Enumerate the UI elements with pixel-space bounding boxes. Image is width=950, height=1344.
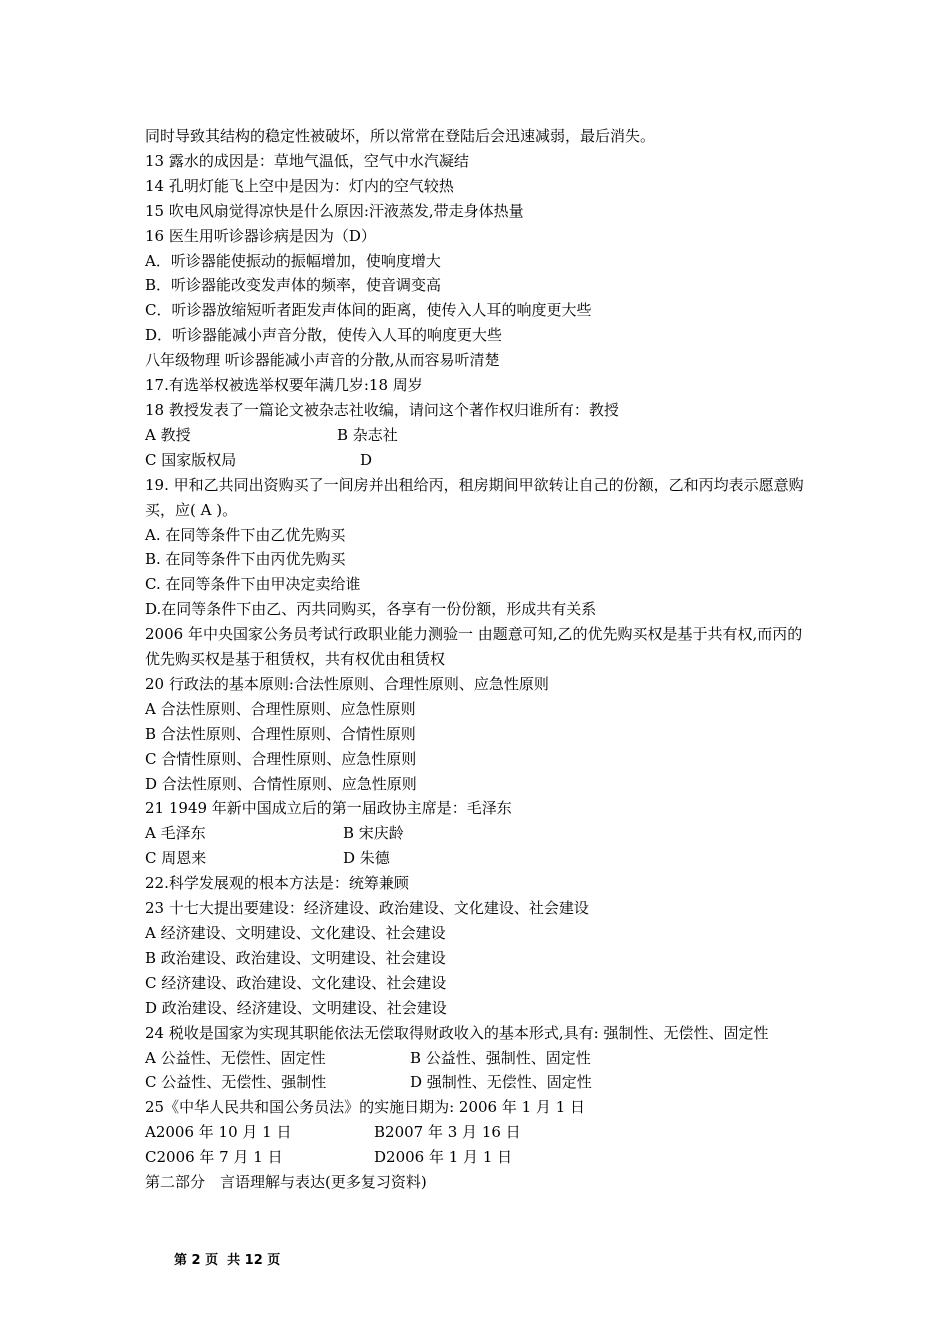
q24-options-row: [145, 1070, 815, 1095]
q19-option-b: B. 在同等条件下由丙优先购买: [145, 550, 346, 569]
q16-option-d: D．听诊器能减小声音分散，使传入人耳的响度更大些: [145, 326, 503, 345]
page-footer: 第 2 页 共 12 页: [174, 1253, 281, 1268]
q20-option-c: C 合情性原则、合理性原则、应急性原则: [145, 749, 417, 768]
q18-options-row: [145, 448, 815, 473]
q24-option-c: C 公益性、无偿性、强制性: [145, 1073, 327, 1092]
q23-option-b: B 政治建设、政治建设、文明建设、社会建设: [145, 948, 446, 967]
q21-option-b: B 宋庆龄: [343, 824, 404, 843]
q19-note: 2006 年中央国家公务员考试行政职业能力测验一 由题意可知,乙的优先购买权是基于共有权,而丙的优先购买权是基于租赁权，共有权优由租赁权: [145, 625, 803, 669]
q18-options-row: [145, 423, 815, 448]
q25-option-d: D2006 年 1 月 1 日: [374, 1148, 513, 1167]
q15-line: 15 吹电风扇觉得凉快是什么原因:汗液蒸发,带走身体热量: [145, 201, 524, 220]
text-line: 同时导致其结构的稳定性被破坏，所以常常在登陆后会迅速减弱，最后消失。: [145, 127, 656, 145]
q18-option-c: C 国家版权局: [145, 450, 237, 469]
q25-options-row: [145, 1145, 815, 1170]
section-heading: 第二部分 言语理解与表达(更多复习资料): [145, 1173, 427, 1192]
q19-option-d: D.在同等条件下由乙、丙共同购买，各享有一份份额，形成共有关系: [145, 600, 597, 619]
q14-line: 14 孔明灯能飞上空中是因为：灯内的空气较热: [145, 176, 454, 195]
q21-options-row: [145, 821, 815, 846]
q17-line: 17.有选举权被选举权要年满几岁:18 周岁: [145, 376, 423, 395]
q25-option-a: A2006 年 10 月 1 日: [145, 1123, 292, 1142]
q21-options-row: [145, 846, 815, 871]
q23-stem: 23 十七大提出要建设：经济建设、政治建设、文化建设、社会建设: [145, 899, 589, 918]
q19-option-a: A. 在同等条件下由乙优先购买: [145, 525, 346, 544]
q20-option-d: D 合法性原则、合情性原则、应急性原则: [145, 774, 417, 793]
q16-stem: 16 医生用听诊器诊病是因为（D）: [145, 226, 376, 245]
q23-option-a: A 经济建设、文明建设、文化建设、社会建设: [145, 924, 446, 942]
q23-option-c: C 经济建设、政治建设、文化建设、社会建设: [145, 973, 447, 992]
q20-stem: 20 行政法的基本原则:合法性原则、合理性原则、应急性原则: [145, 674, 549, 693]
q23-option-d: D 政治建设、经济建设、文明建设、社会建设: [145, 998, 447, 1017]
q24-stem: 24 税收是国家为实现其职能依法无偿取得财政收入的基本形式,具有: 强制性、无偿性、固定性: [145, 1023, 769, 1042]
q18-option-a: A 教授: [145, 425, 191, 444]
q18-stem: 18 教授发表了一篇论文被杂志社收编，请问这个著作权归谁所有：教授: [145, 400, 619, 419]
q24-options-row: [145, 1046, 815, 1071]
q21-option-c: C 周恩来: [145, 849, 207, 868]
q16-option-b: B．听诊器能改变发声体的频率，使音调变高: [145, 276, 442, 295]
q18-option-d: D: [360, 450, 373, 469]
q16-option-c: C．听诊器放缩短听者距发声体间的距离，使传入人耳的响度更大些: [145, 301, 592, 320]
q25-option-c: C2006 年 7 月 1 日: [145, 1148, 283, 1167]
q18-option-b: B 杂志社: [337, 425, 398, 444]
q25-stem: 25《中华人民共和国公务员法》的实施日期为: 2006 年 1 月 1 日: [145, 1098, 586, 1117]
q21-stem: 21 1949 年新中国成立后的第一届政协主席是：毛泽东: [145, 799, 512, 818]
q25-options-row: [145, 1120, 815, 1145]
q22-line: 22.科学发展观的根本方法是：统筹兼顾: [145, 874, 409, 893]
q20-option-b: B 合法性原则、合理性原则、合情性原则: [145, 724, 416, 743]
q21-option-d: D 朱德: [343, 849, 390, 868]
q24-option-d: D 强制性、无偿性、固定性: [410, 1073, 592, 1092]
q13-line: 13 露水的成因是：草地气温低，空气中水汽凝结: [145, 151, 469, 170]
q20-option-a: A 合法性原则、合理性原则、应急性原则: [145, 699, 416, 718]
q16-note: 八年级物理 听诊器能减小声音的分散,从而容易听清楚: [145, 351, 500, 370]
q19-option-c: C. 在同等条件下由甲决定卖给谁: [145, 575, 361, 594]
q16-option-a: A．听诊器能使振动的振幅增加，使响度增大: [145, 251, 441, 270]
q24-option-b: B 公益性、强制性、固定性: [410, 1048, 591, 1067]
document-body: [145, 124, 815, 1195]
q21-option-a: A 毛泽东: [145, 824, 206, 843]
q24-option-a: A 公益性、无偿性、固定性: [145, 1048, 326, 1067]
q25-option-b: B2007 年 3 月 16 日: [374, 1123, 521, 1142]
q19-stem: 19. 甲和乙共同出资购买了一间房并出租给丙，租房期间甲欲转让自己的份额，乙和丙均表示愿意购买，应( A )。: [145, 475, 804, 519]
